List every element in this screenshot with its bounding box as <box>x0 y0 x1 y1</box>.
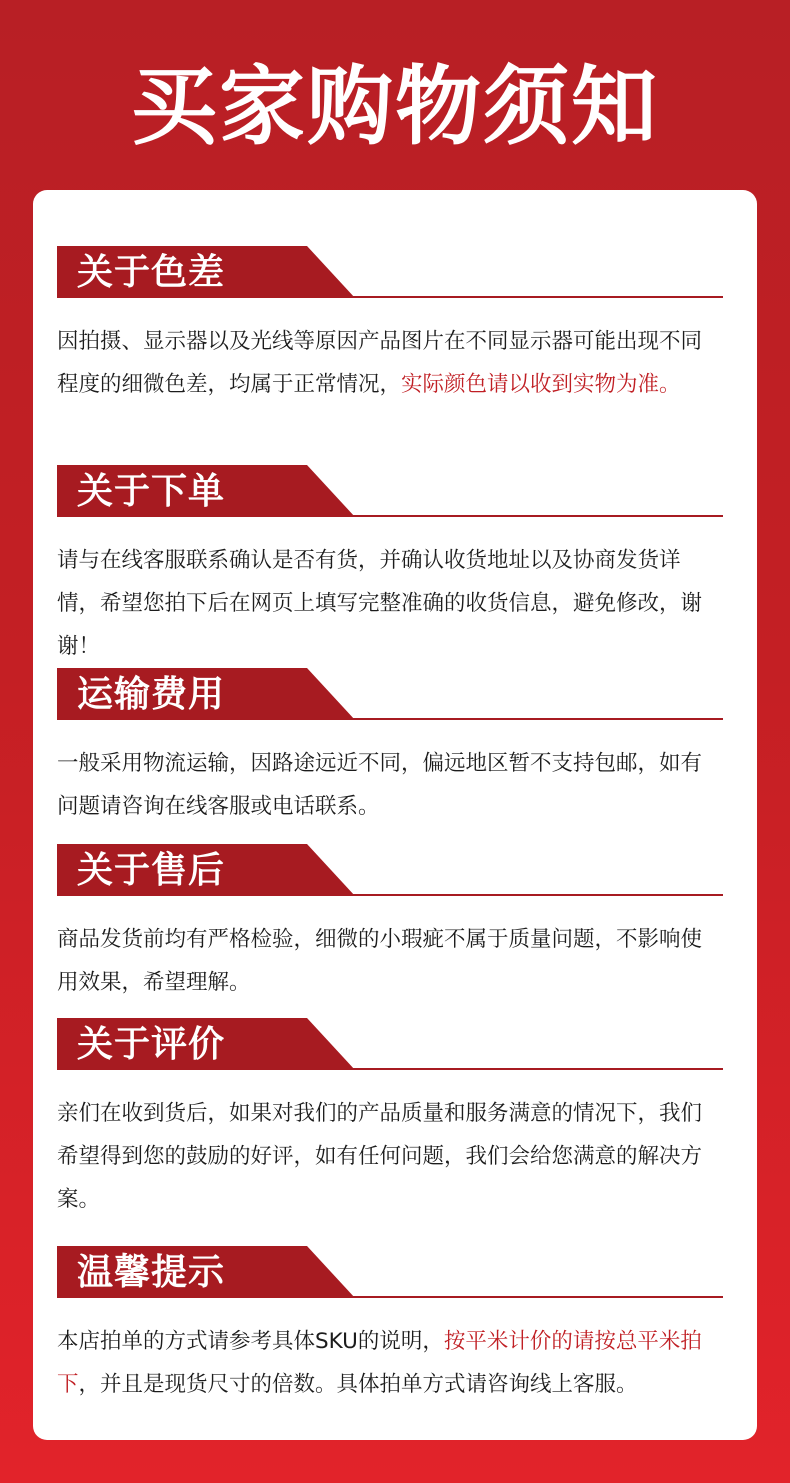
section-header <box>57 465 723 517</box>
section-after-sales <box>57 844 723 1004</box>
section-header <box>57 844 723 896</box>
section-ordering <box>57 465 723 668</box>
section-body <box>57 1092 723 1221</box>
body-text: 一般采用物流运输，因路途远近不同，偏远地区暂不支持包邮，如有问题请咨询在线客服或电话联系。 <box>57 751 703 819</box>
section-header <box>57 246 723 298</box>
section-divider <box>57 515 723 517</box>
section-heading: 温馨提示 <box>77 1252 226 1293</box>
page-title: 买家购物须知 <box>131 57 659 157</box>
section-header <box>57 1018 723 1070</box>
section-header <box>57 668 723 720</box>
section-body <box>57 742 723 828</box>
body-text: 亲们在收到货后，如果对我们的产品质量和服务满意的情况下，我们希望得到您的鼓励的好评，如有任何问题，我们会给您满意的解决方案。 <box>57 1101 703 1212</box>
body-text-after: ，并且是现货尺寸的倍数。具体拍单方式请咨询线上客服。 <box>78 1372 638 1397</box>
notice-card <box>33 190 757 1440</box>
section-body <box>57 918 723 1004</box>
section-divider <box>57 296 723 298</box>
section-divider <box>57 1068 723 1070</box>
body-highlight: 实际颜色请以收到实物为准。 <box>401 372 681 397</box>
section-heading: 关于评价 <box>77 1024 226 1065</box>
section-divider <box>57 894 723 896</box>
body-text: 因拍摄、显示器以及光线等原因产品图片在不同显示器可能出现不同程度的细微色差，均属于正常情况， <box>57 329 703 397</box>
section-heading: 关于色差 <box>77 252 226 293</box>
body-text: 请与在线客服联系确认是否有货，并确认收货地址以及协商发货详情，希望您拍下后在网页上填写完整准确的收货信息，避免修改，谢谢！ <box>57 548 703 659</box>
section-divider <box>57 1296 723 1298</box>
section-color-difference <box>57 246 723 406</box>
section-heading: 关于售后 <box>77 850 226 891</box>
body-highlight: 按平米计价的请按总平米拍下 <box>57 1329 702 1397</box>
section-divider <box>57 718 723 720</box>
section-body <box>57 539 723 668</box>
section-heading: 运输费用 <box>77 674 226 715</box>
section-body <box>57 1320 723 1406</box>
section-shipping-fee <box>57 668 723 828</box>
section-header <box>57 1246 723 1298</box>
body-text: 商品发货前均有严格检验，细微的小瑕疵不属于质量问题，不影响使用效果，希望理解。 <box>57 927 703 995</box>
section-body <box>57 320 723 406</box>
section-tips <box>57 1246 723 1406</box>
section-heading: 关于下单 <box>77 471 226 512</box>
body-text: 本店拍单的方式请参考具体SKU的说明， <box>57 1329 444 1354</box>
section-reviews <box>57 1018 723 1221</box>
